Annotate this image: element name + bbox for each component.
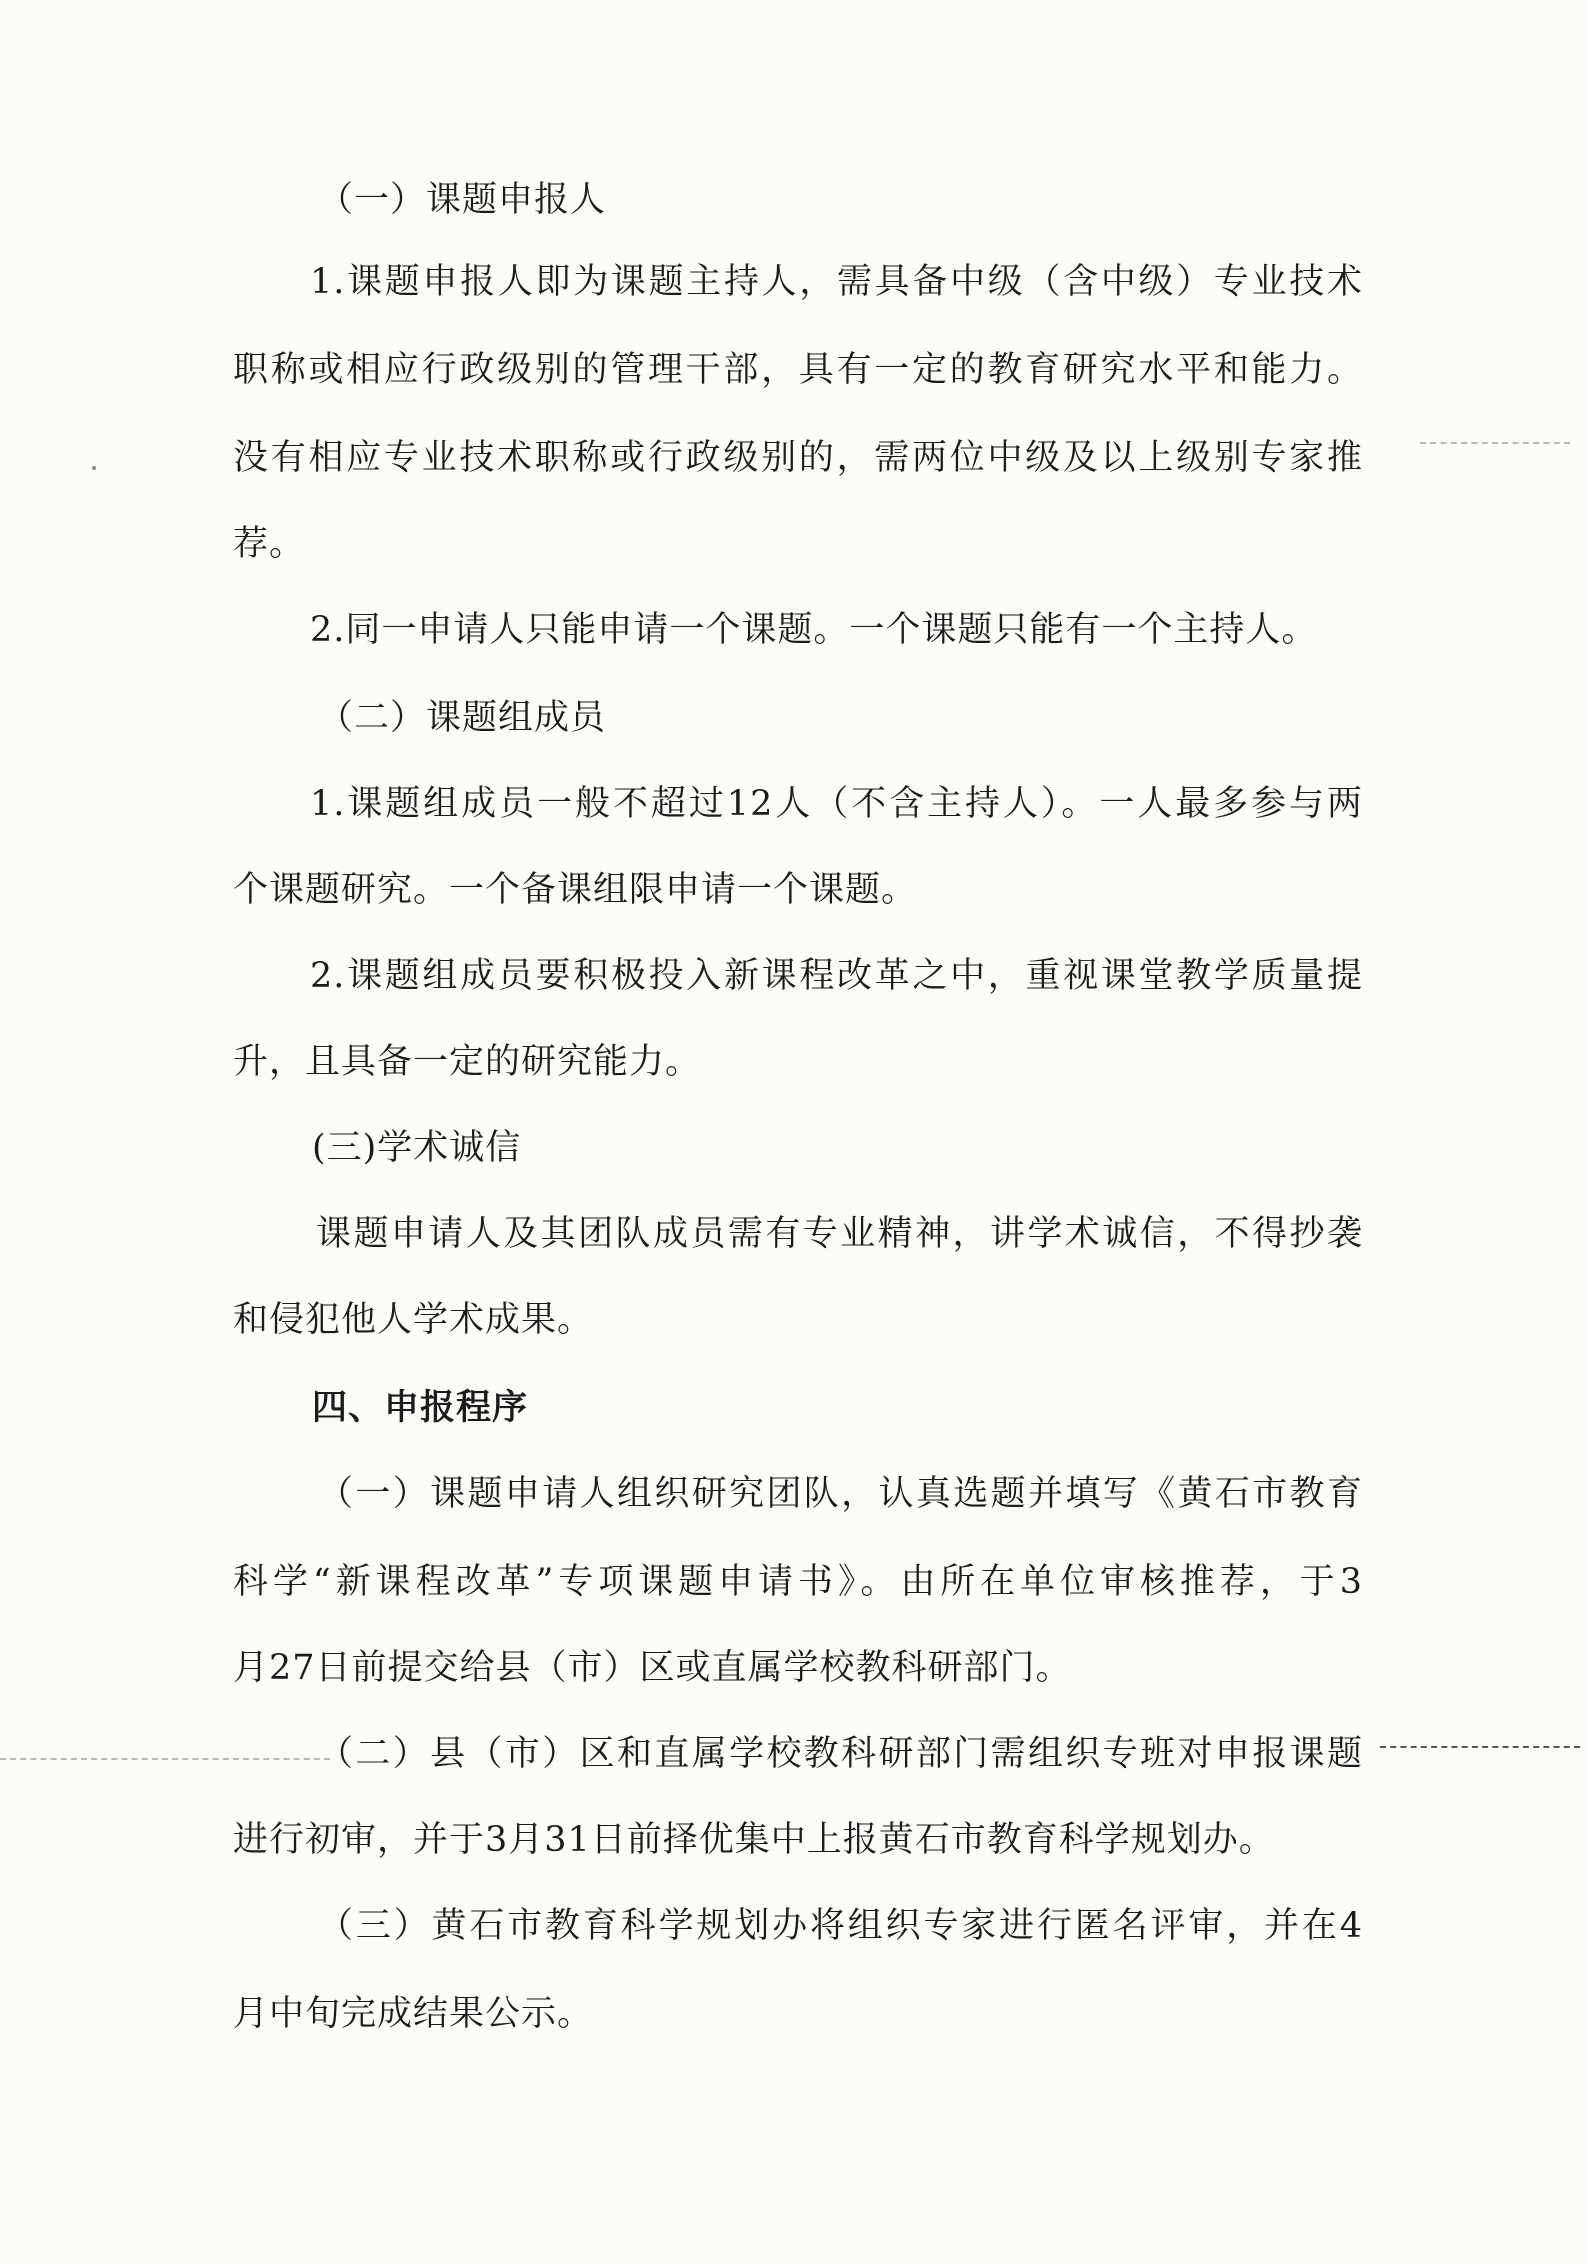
paragraph-line: 2.同一申请人只能申请一个课题。一个课题只能有一个主持人。 — [310, 610, 1318, 650]
paragraph-line: 1.课题申报人即为课题主持人，需具备中级（含中级）专业技术 — [310, 262, 1363, 302]
section-heading-procedure: 四、申报程序 — [312, 1387, 529, 1428]
paragraph-line: 没有相应专业技术职称或行政级别的，需两位中级及以上级别专家推 — [233, 438, 1363, 478]
paragraph-line: 1.课题组成员一般不超过12人（不含主持人）。一人最多参与两 — [310, 784, 1363, 824]
paragraph-line: （三）黄石市教育科学规划办将组织专家进行匿名评审，并在4 — [318, 1906, 1363, 1946]
section-heading-integrity: (三)学术诚信 — [312, 1128, 522, 1168]
paragraph-line: （一）课题申请人组织研究团队，认真选题并填写《黄石市教育 — [318, 1474, 1363, 1514]
paragraph-line: 个课题研究。一个备课组限申请一个课题。 — [233, 870, 918, 910]
paragraph-line: 升，且具备一定的研究能力。 — [233, 1042, 702, 1082]
scan-artifact-line — [1420, 442, 1570, 444]
paragraph-line: 科学“新课程改革”专项课题申请书》。由所在单位审核推荐，于3 — [233, 1562, 1363, 1602]
section-heading-applicant: （一）课题申报人 — [318, 180, 607, 220]
paragraph-line: 进行初审，并于3月31日前择优集中上报黄石市教育科学规划办。 — [233, 1820, 1275, 1860]
paragraph-line: 职称或相应行政级别的管理干部，具有一定的教育研究水平和能力。 — [233, 350, 1363, 390]
paragraph-line: （二）县（市）区和直属学校教科研部门需组织专班对申报课题 — [318, 1734, 1363, 1774]
paragraph-line: 月中旬完成结果公示。 — [233, 1994, 594, 2034]
scan-artifact-line — [1380, 1746, 1580, 1748]
paragraph-line: 和侵犯他人学术成果。 — [233, 1300, 594, 1340]
scan-artifact-line — [0, 1758, 330, 1760]
paragraph-line: 2.课题组成员要积极投入新课程改革之中，重视课堂教学质量提 — [310, 956, 1363, 996]
paragraph-line: 月27日前提交给县（市）区或直属学校教科研部门。 — [233, 1648, 1072, 1688]
scan-speck — [92, 466, 96, 470]
paragraph-line: 荐。 — [233, 524, 306, 564]
paragraph-line: 课题申请人及其团队成员需有专业精神，讲学术诚信，不得抄袭 — [316, 1214, 1363, 1254]
section-heading-members: （二）课题组成员 — [318, 698, 607, 738]
